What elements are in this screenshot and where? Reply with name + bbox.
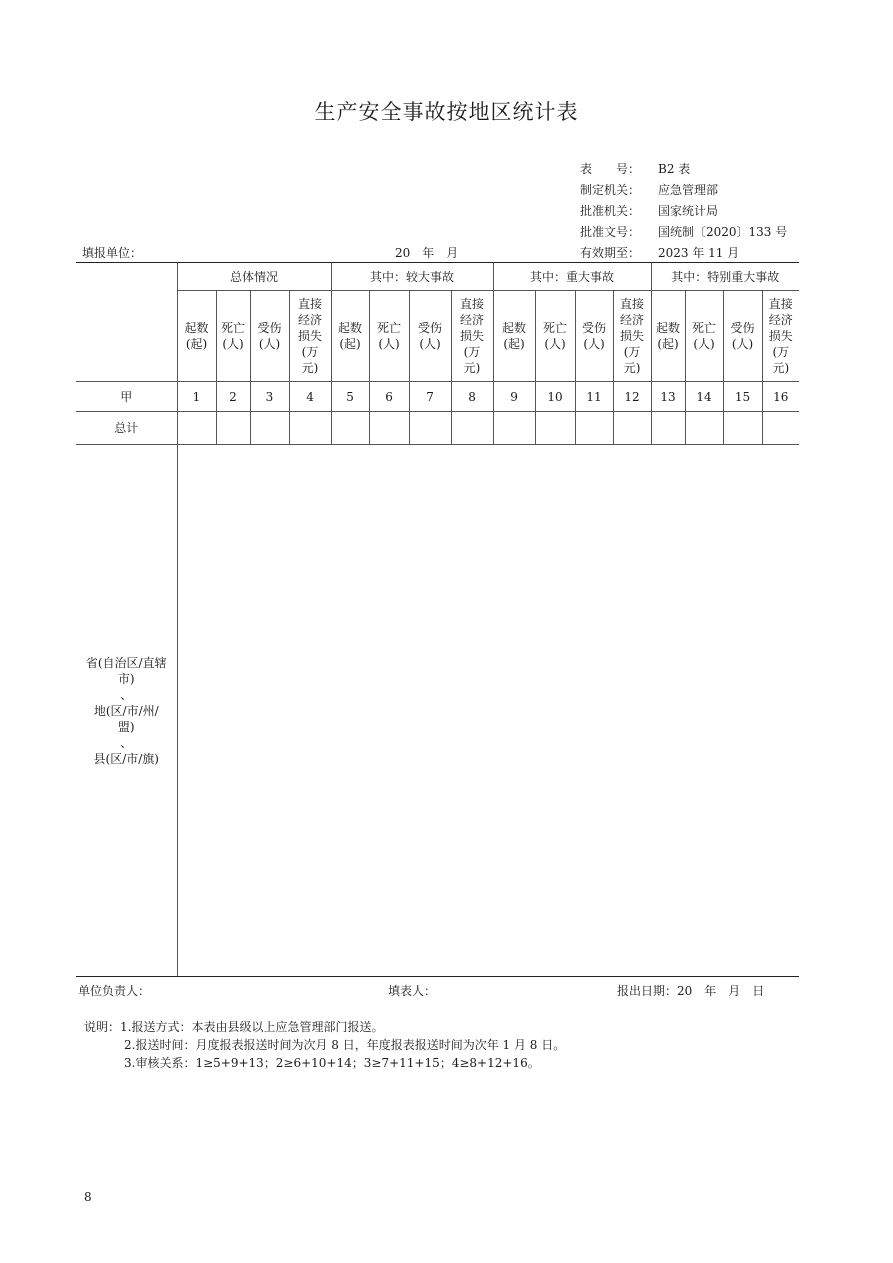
sub-header-text: (起): [339, 337, 361, 351]
sub-header-text: 直接: [768, 297, 793, 311]
column-number: 9: [493, 382, 535, 412]
sub-header-text: 直接: [298, 297, 323, 311]
column-number: 14: [685, 382, 723, 412]
sub-header-text: (人): [693, 337, 715, 351]
sub-header-text: (人): [258, 337, 281, 351]
column-number: 8: [451, 382, 493, 412]
sub-header-text: (起): [657, 337, 679, 351]
sub-header-text: 死亡: [220, 321, 245, 335]
report-period: 20 年 月: [395, 246, 459, 260]
total-cell[interactable]: [250, 412, 289, 445]
sub-header-text: (万: [463, 345, 481, 359]
sub-header-text: 起数: [502, 321, 527, 335]
sub-header-text: 死亡: [543, 321, 568, 335]
sub-header-cell: [331, 291, 369, 382]
sub-header-text: 起数: [656, 321, 681, 335]
meta-approval-number: [580, 223, 787, 240]
meta-value: 国家统计局: [658, 204, 719, 218]
sub-header-text: 元): [301, 361, 319, 375]
sub-header-text: 受伤: [730, 321, 755, 335]
sub-header-cell: [575, 291, 613, 382]
sub-header-text: (万: [772, 345, 790, 359]
sub-header-cell: [762, 291, 799, 382]
meta-issuing-agency: [580, 181, 718, 198]
column-number: 6: [369, 382, 409, 412]
sub-header-cell: [409, 291, 451, 382]
sub-header-cell: [651, 291, 685, 382]
sub-header-text: (人): [544, 337, 566, 351]
column-number: 10: [535, 382, 575, 412]
sub-header-cell: [369, 291, 409, 382]
meta-label: 制定机关：: [580, 183, 641, 197]
sub-header-text: (起): [503, 337, 525, 351]
total-cell[interactable]: [685, 412, 723, 445]
meta-label: 批准机关：: [580, 204, 641, 218]
sub-header-cell: [493, 291, 535, 382]
note-line: 3.审核关系：1≥5+9+13；2≥6+10+14；3≥7+11+15；4≥8+12+16。: [124, 1056, 540, 1070]
page-number: 8: [84, 1190, 92, 1204]
sub-header-text: 起数: [338, 321, 363, 335]
column-number: 2: [216, 382, 250, 412]
note-line: 2.报送时间：月度报表报送时间为次月 8 日，年度报表报送时间为次年 1 月 8 日。: [124, 1038, 566, 1052]
column-number: 15: [723, 382, 762, 412]
sub-header-text: 直接: [620, 297, 645, 311]
region-label-line: 、: [120, 687, 133, 702]
total-cell[interactable]: [409, 412, 451, 445]
index-label: 甲: [76, 382, 177, 412]
meta-label: 有效期至：: [580, 246, 641, 260]
region-label-line: 地(区/市/州/: [93, 703, 159, 718]
sub-header-text: 元): [772, 361, 790, 375]
meta-value: 国统制〔2020〕133 号: [658, 225, 788, 239]
region-label-line: 市): [117, 671, 135, 686]
sub-header-text: (人): [419, 337, 441, 351]
sub-header-text: (万: [301, 345, 319, 359]
sub-header-text: (人): [583, 337, 605, 351]
total-cell[interactable]: [177, 412, 216, 445]
total-cell[interactable]: [575, 412, 613, 445]
sub-header-text: 损失: [298, 329, 323, 343]
sub-header-text: 受伤: [418, 321, 443, 335]
sub-header-text: (人): [731, 337, 754, 351]
sub-header-cell: [685, 291, 723, 382]
meta-label: 表 号：: [580, 162, 641, 176]
meta-valid-until: [580, 244, 739, 261]
total-label: 总计: [76, 412, 177, 445]
sub-header-text: 元): [463, 361, 481, 375]
region-data-area: [177, 445, 799, 977]
column-number: 13: [651, 382, 685, 412]
sub-header-cell: [216, 291, 250, 382]
column-number: 7: [409, 382, 451, 412]
region-label: [76, 445, 177, 977]
note-line: 说明：1.报送方式：本表由县级以上应急管理部门报送。: [84, 1020, 384, 1034]
column-number: 12: [613, 382, 651, 412]
sub-header-text: 直接: [460, 297, 485, 311]
meta-value: B2 表: [658, 162, 691, 176]
sub-header-cell: [451, 291, 493, 382]
sub-header-cell: [177, 291, 216, 382]
sub-header-text: 元): [623, 361, 641, 375]
group-header-serious: 其中：重大事故: [493, 263, 651, 291]
total-cell[interactable]: [762, 412, 799, 445]
region-label-line: 县(区/市/旗): [93, 751, 159, 766]
column-number: 16: [762, 382, 799, 412]
total-cell[interactable]: [216, 412, 250, 445]
group-header-especially-serious: 其中：特别重大事故: [651, 263, 799, 291]
sub-header-text: 经济: [768, 313, 793, 327]
sub-header-cell: [613, 291, 651, 382]
total-cell[interactable]: [535, 412, 575, 445]
group-header-overall: 总体情况: [177, 263, 331, 291]
meta-value: 应急管理部: [658, 183, 719, 197]
total-cell[interactable]: [493, 412, 535, 445]
sub-header-text: 损失: [460, 329, 485, 343]
column-number: 4: [289, 382, 331, 412]
sub-header-text: 损失: [768, 329, 793, 343]
notes: [84, 1018, 565, 1072]
meta-approving-agency: [580, 202, 718, 219]
sub-header-cell: [535, 291, 575, 382]
sub-header-text: 受伤: [582, 321, 607, 335]
total-cell[interactable]: [651, 412, 685, 445]
column-number: 5: [331, 382, 369, 412]
total-cell[interactable]: [289, 412, 331, 445]
page-title: 生产安全事故按地区统计表: [314, 100, 579, 124]
sub-header-text: 受伤: [257, 321, 282, 335]
region-label-line: 盟): [117, 719, 135, 734]
sub-header-cell: [289, 291, 331, 382]
meta-form-number: [580, 160, 690, 177]
total-cell[interactable]: [451, 412, 493, 445]
sub-header-text: 死亡: [692, 321, 717, 335]
sub-header-text: (起): [185, 337, 208, 351]
total-cell[interactable]: [723, 412, 762, 445]
column-number: 1: [177, 382, 216, 412]
meta-label: 批准文号：: [580, 225, 641, 239]
total-cell[interactable]: [613, 412, 651, 445]
total-cell[interactable]: [369, 412, 409, 445]
sub-header-text: 经济: [298, 313, 323, 327]
sub-header-text: 损失: [620, 329, 645, 343]
sub-header-text: 经济: [460, 313, 485, 327]
column-number: 11: [575, 382, 613, 412]
sub-header-text: 经济: [620, 313, 645, 327]
fill-unit-label: 填报单位：: [82, 246, 143, 260]
meta-value: 2023 年 11 月: [658, 246, 740, 260]
unit-head-label: 单位负责人：: [78, 984, 151, 998]
report-date-label: 报出日期：20 年 月 日: [617, 984, 765, 998]
total-cell[interactable]: [331, 412, 369, 445]
sub-header-text: (万: [623, 345, 641, 359]
sub-header-text: (人): [222, 337, 244, 351]
column-number: 3: [250, 382, 289, 412]
filler-label: 填表人：: [388, 984, 437, 998]
corner-cell: [76, 263, 177, 382]
sub-header-text: (人): [378, 337, 400, 351]
region-label-line: 省(自治区/直辖: [85, 655, 167, 670]
statistics-table: [76, 262, 799, 977]
sub-header-text: 死亡: [377, 321, 402, 335]
group-header-major: 其中：较大事故: [331, 263, 493, 291]
sub-header-cell: [250, 291, 289, 382]
sub-header-text: 起数: [184, 321, 209, 335]
sub-header-cell: [723, 291, 762, 382]
region-label-line: 、: [120, 735, 133, 750]
